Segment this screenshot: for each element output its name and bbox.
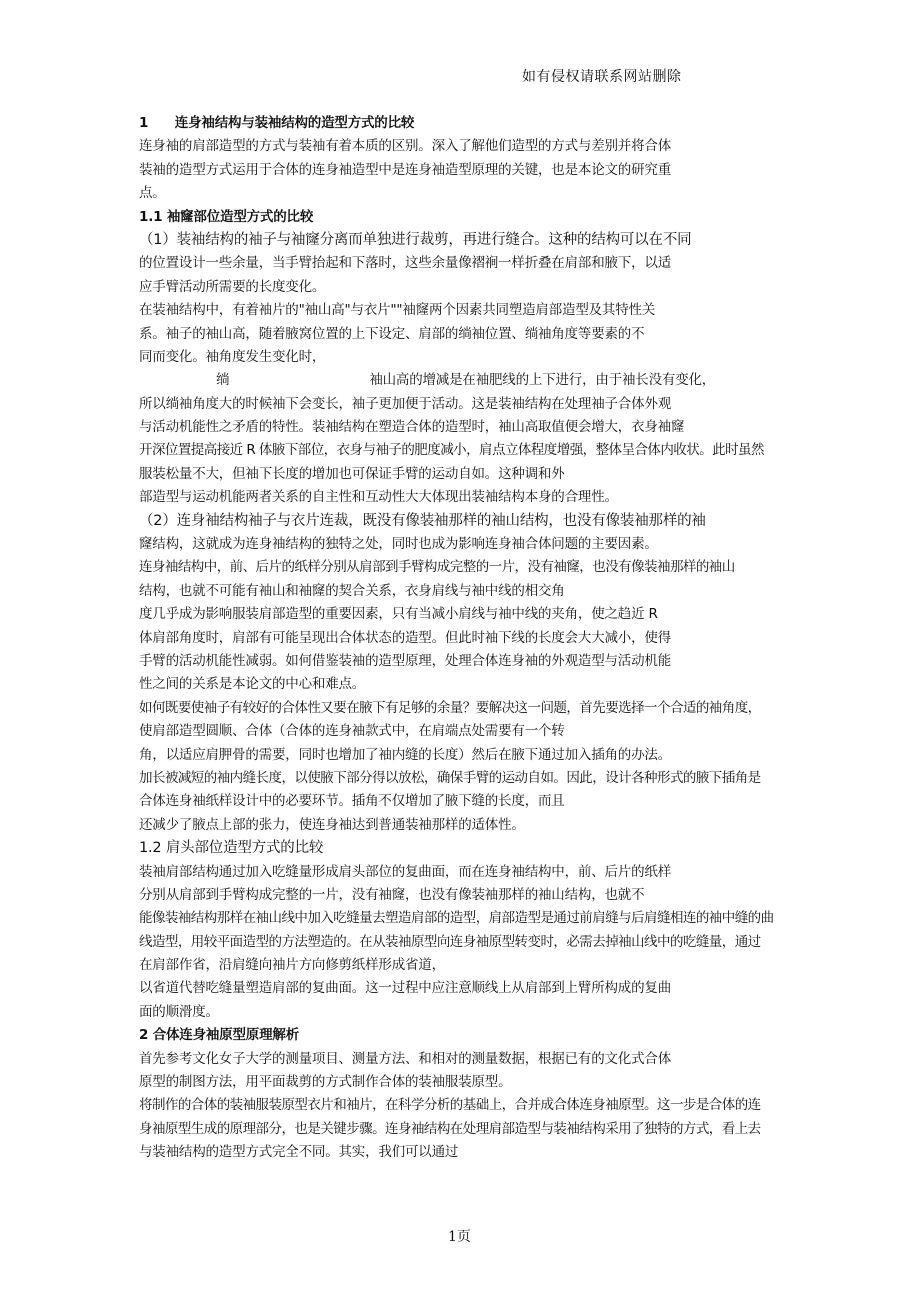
paragraph-line: 身袖原型生成的原理部分，也是关键步骤。连身袖结构在处理肩部造型与装袖结构采用了独特的方式，看上去 <box>139 1120 761 1137</box>
paragraph-line: （1）装袖结构的袖子与袖窿分离而单独进行裁剪，再进行缝合。这种的结构可以在不同 <box>139 231 692 248</box>
paragraph-line: 装袖的造型方式运用于合体的连身袖造型中是连身袖造型原理的关键，也是本论文的研究重 <box>139 161 671 178</box>
paragraph-line: 体肩部角度时，肩部有可能呈现出合体状态的造型。但此时袖下线的长度会大大减小，使得 <box>139 629 671 646</box>
paragraph-line: 应手臂活动所需要的长度变化。 <box>139 278 326 295</box>
paragraph-line: 装袖肩部结构通过加入吃缝量形成肩头部位的复曲面，而在连身袖结构中，前、后片的纸样 <box>139 863 671 880</box>
paragraph-line: 服装松量不大，但袖下长度的增加也可保证手臂的运动自如。这种调和外 <box>139 465 565 482</box>
paragraph-line: 所以绱袖角度大的时候袖下会变长，袖子更加便于活动。这是装袖结构在处理袖子合体外观 <box>139 395 671 412</box>
paragraph-line: 与活动机能性之矛盾的特性。装袖结构在塑造合体的造型时，袖山高取值便会增大，衣身袖窿 <box>139 419 685 436</box>
paragraph-line: 使肩部造型圆顺、合体（合体的连身袖款式中，在肩端点处需要有一个转 <box>139 723 565 740</box>
paragraph-line: 以省道代替吃缝量塑造肩部的复曲面。这一过程中应注意顺线上从肩部到上臂所构成的复曲 <box>139 980 671 997</box>
paragraph-line: 合体连身袖纸样设计中的必要环节。插角不仅增加了腋下缝的长度，而且 <box>139 793 565 810</box>
paragraph-line: 连身袖结构中，前、后片的纸样分别从肩部到手臂构成完整的一片，没有袖窿，也没有像装袖那样的袖山 <box>139 559 735 576</box>
paragraph-line: 加长被减短的袖内缝长度，以使腋下部分得以放松，确保手臂的运动自如。因此，设计各种形式的腋下插角是 <box>139 769 761 786</box>
paragraph-line: 性之间的关系是本论文的中心和难点。 <box>139 676 366 693</box>
paragraph-line: 角，以适应肩胛骨的需要，同时也增加了袖内缝的长度）然后在腋下通过加入插角的办法。 <box>139 746 671 763</box>
text-fragment: 袖山高的增减是在袖肥线的上下进行，由于袖长没有变化， <box>369 372 716 389</box>
paragraph-line: 点。 <box>139 185 166 202</box>
paragraph-line: 同而变化。袖角度发生变化时， <box>139 348 326 365</box>
section-heading-1: 1 连身袖结构与装袖结构的造型方式的比较 <box>139 115 415 131</box>
section-heading-2: 2 合体连身袖原型原理解析 <box>139 1027 299 1044</box>
text-fragment: 绱 <box>216 372 230 389</box>
paragraph-line: 如何既要使袖子有较好的合体性又要在腋下有足够的余量？要解决这一问题，首先要选择一个合适的袖角度， <box>139 699 761 716</box>
paragraph-line: 能像装袖结构那样在袖山线中加入吃缝量去塑造肩部的造型，肩部造型是通过前肩缝与后肩缝相连的袖中缝的曲 <box>139 910 774 927</box>
paragraph-line: 度几乎成为影响服装肩部造型的重要因素，只有当减小肩线与袖中线的夹角，使之趋近 R <box>139 606 658 623</box>
paragraph-line: 分别从肩部到手臂构成完整的一片，没有袖窿，也没有像装袖那样的袖山结构，也就不 <box>139 886 645 903</box>
section-heading-1-2: 1.2 肩头部位造型方式的比较 <box>139 840 324 857</box>
paragraph-line: 还减少了腋点上部的张力，使连身袖达到普通装袖那样的适体性。 <box>139 816 525 833</box>
paragraph-line: 线造型，用较平面造型的方法塑造的。在从装袖原型向连身袖原型转变时，必需去掉袖山线中的吃缝量，通过 <box>139 933 761 950</box>
paragraph-line: 开深位置提高接近 R 体腋下部位，衣身与袖子的肥度减小，肩点立体程度增强，整体呈合体内收状。此时虽然 <box>139 442 764 459</box>
paragraph-line: 在装袖结构中，有着袖片的"袖山高"与衣片""袖窿两个因素共同塑造肩部造型及其特性关 <box>139 302 656 319</box>
paragraph-line: 部造型与运动机能两者关系的自主性和互动性大大体现出装袖结构本身的合理性。 <box>139 489 618 506</box>
section-heading-1-1: 1.1 袖窿部位造型方式的比较 <box>139 208 314 225</box>
paragraph-line: 手臂的活动机能性减弱。如何借鉴装袖的造型原理，处理合体连身袖的外观造型与活动机能 <box>139 652 671 669</box>
page-number: 1页 <box>448 1229 471 1245</box>
paragraph-line: 连身袖的肩部造型的方式与装袖有着本质的区别。深入了解他们造型的方式与差别并将合体 <box>139 138 671 155</box>
paragraph-line: 窿结构，这就成为连身袖结构的独特之处，同时也成为影响连身袖合体问题的主要因素。 <box>139 536 658 553</box>
paragraph-line-split <box>139 369 789 392</box>
paragraph-line: 结构，也就不可能有袖山和袖窿的契合关系，衣身肩线与袖中线的相交角 <box>139 582 565 599</box>
paragraph-line: 面的顺滑度。 <box>139 1003 219 1020</box>
paragraph-line: 首先参考文化女子大学的测量项目、测量方法、和相对的测量数据，根据已有的文化式合体 <box>139 1050 671 1067</box>
paragraph-line: 将制作的合体的装袖服装原型衣片和袖片，在科学分析的基础上，合并成合体连身袖原型。这一步是合体的连 <box>139 1097 761 1114</box>
paragraph-line: 系。袖子的袖山高，随着腋窝位置的上下设定、肩部的绱袖位置、绱袖角度等要素的不 <box>139 325 645 342</box>
document-body <box>139 112 789 1165</box>
paragraph-line: 的位置设计一些余量，当手臂抬起和下落时，这些余量像褶裥一样折叠在肩部和腋下，以适 <box>139 255 671 272</box>
paragraph-line: 原型的制图方法，用平面裁剪的方式制作合体的装袖服装原型。 <box>139 1074 512 1091</box>
paragraph-line: 与装袖结构的造型方式完全不同。其实，我们可以通过 <box>139 1144 459 1161</box>
paragraph-line: （2）连身袖结构袖子与衣片连裁，既没有像装袖那样的袖山结构，也没有像装袖那样的袖 <box>139 512 706 529</box>
paragraph-line: 在肩部作省，沿肩缝向袖片方向修剪纸样形成省道， <box>139 957 445 974</box>
header-note: 如有侵权请联系网站删除 <box>522 69 682 85</box>
